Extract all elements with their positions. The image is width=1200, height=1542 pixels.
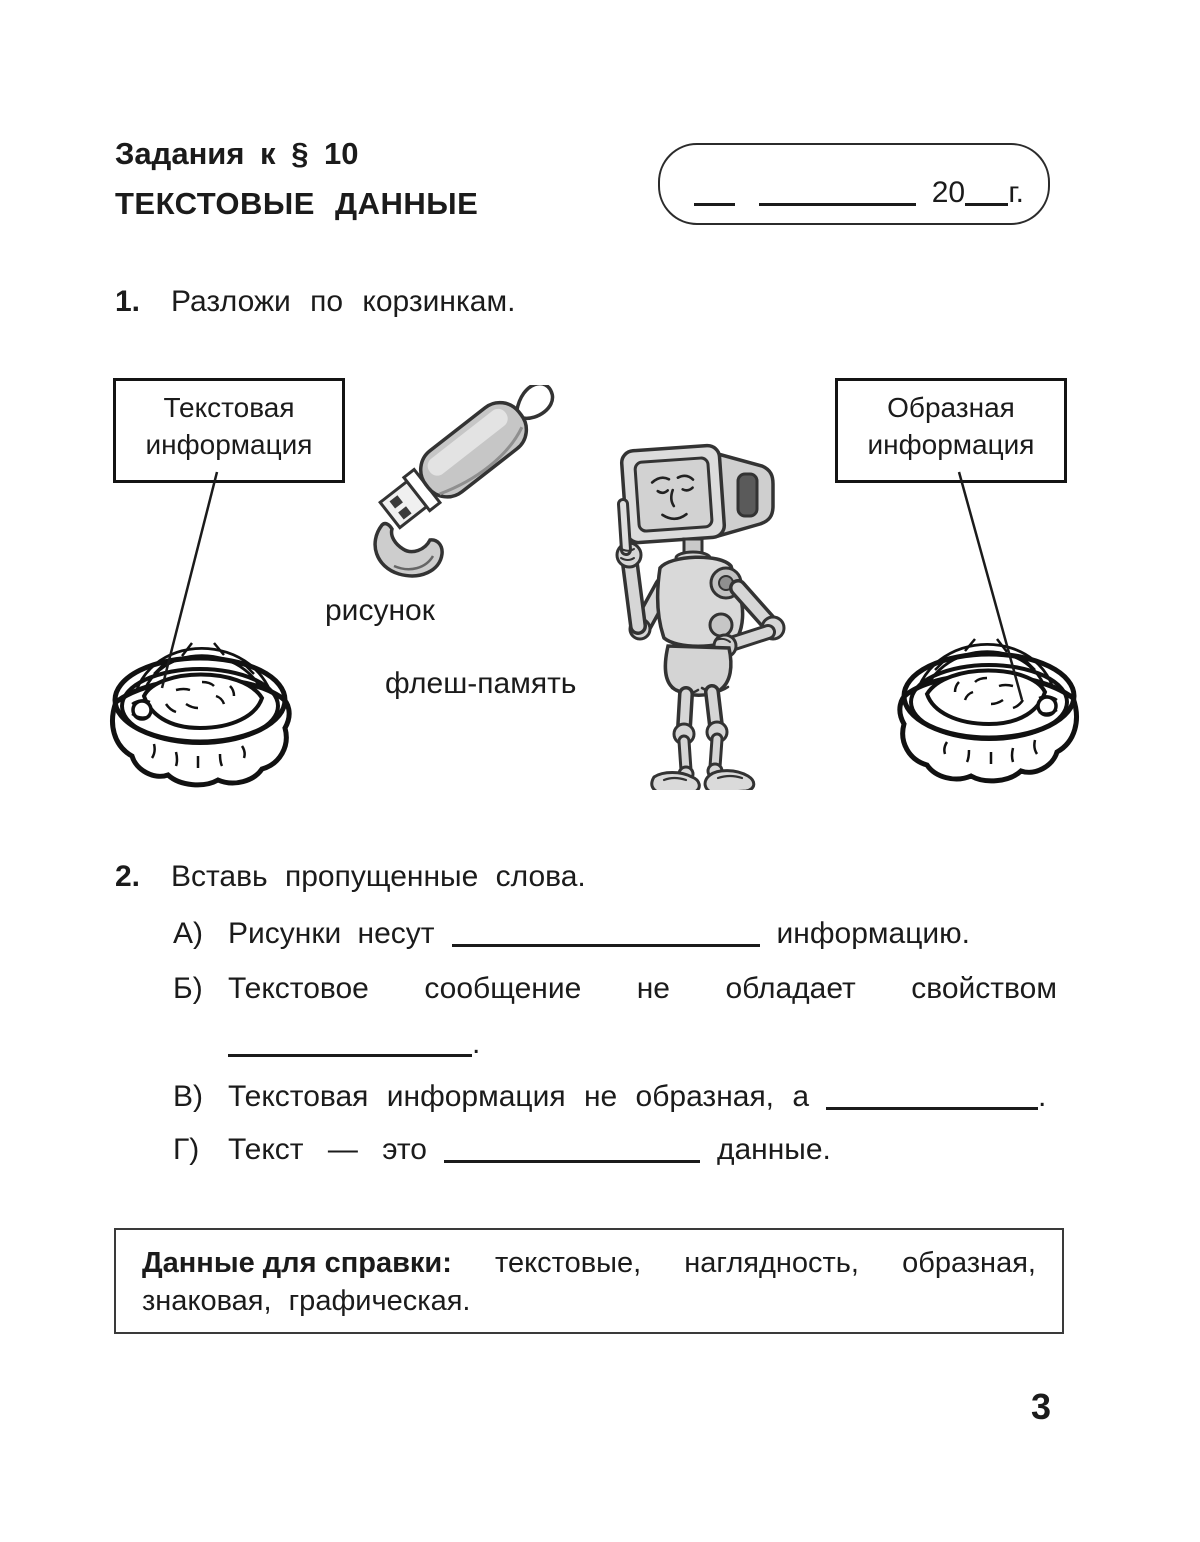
basket-drawing (900, 639, 1077, 781)
label-line: Текстовая (163, 392, 295, 423)
task2-number: 2. (115, 860, 141, 893)
item-letter: А) (173, 917, 203, 950)
fill-in-blank (826, 1107, 1038, 1110)
robot-illustration (598, 440, 798, 790)
task2-item-b-line1 (173, 970, 1057, 1008)
label-box-image-information (835, 378, 1067, 483)
item-word-picture: рисунок (325, 594, 435, 627)
reference-data-box (114, 1228, 1064, 1334)
robot-pelvis (665, 646, 730, 695)
basket-drawing (113, 643, 290, 785)
item-word: не (636, 972, 670, 1005)
item-letter: Г) (173, 1133, 200, 1166)
fill-in-blank (228, 1054, 472, 1057)
item-text: Рисунки несут (228, 917, 435, 950)
label-line: информация (145, 429, 313, 460)
label-box-text-information (113, 378, 345, 483)
fill-in-blank (452, 944, 760, 947)
basket-right-illustration (893, 608, 1083, 788)
item-word-flash-memory: флеш-память (385, 667, 577, 700)
date-field-box (658, 143, 1050, 225)
robot-head-vent (738, 474, 757, 516)
item-word: Текстовое (228, 972, 369, 1005)
date-blanks (694, 178, 1024, 208)
task2-prompt: Вставь пропущенные слова. (171, 860, 586, 893)
reference-word: текстовые, (495, 1247, 642, 1279)
reference-word: наглядность, (684, 1247, 859, 1279)
page-number: 3 (1031, 1386, 1052, 1427)
date-blank-month (759, 203, 915, 206)
item-word: обладает (725, 972, 856, 1005)
robot-legs (652, 692, 754, 790)
item-letter: В) (173, 1080, 203, 1113)
label-line: информация (867, 429, 1035, 460)
reference-label: Данные для справки: (142, 1247, 452, 1279)
date-blank-year (965, 203, 1008, 206)
item-text: . (472, 1027, 481, 1060)
task1-number: 1. (115, 285, 141, 318)
item-letter: Б) (173, 972, 203, 1005)
label-line: Образная (887, 392, 1015, 423)
item-text: информацию. (776, 917, 971, 950)
section-heading: Задания к § 10 (115, 136, 359, 171)
item-text: Текст — это (228, 1133, 427, 1166)
basket-left-illustration (106, 612, 296, 792)
task2-item-g (173, 1131, 831, 1169)
item-word: сообщение (424, 972, 582, 1005)
task2-item-b-line2 (228, 1025, 480, 1063)
fill-in-blank (444, 1160, 700, 1163)
flash-cap (375, 524, 442, 576)
robot-monitor-head (621, 445, 725, 544)
usb-flash-drive-illustration (362, 385, 607, 590)
date-blank-day (694, 203, 735, 206)
task2-item-a (173, 915, 971, 953)
item-text: Текстовая информация не образная, а (228, 1080, 810, 1113)
item-word: свойством (911, 972, 1057, 1005)
task1-prompt: Разложи по корзинкам. (171, 285, 516, 318)
item-text: . (1038, 1080, 1047, 1113)
task2-item-v (173, 1078, 1047, 1116)
reference-line-2: знаковая, графическая. (142, 1285, 471, 1317)
reference-line-1 (142, 1247, 1036, 1280)
reference-word: образная, (902, 1247, 1036, 1279)
date-year-prefix: 20 (931, 176, 966, 209)
item-text: данные. (716, 1133, 831, 1166)
date-year-suffix: г. (1008, 176, 1024, 209)
page-title: ТЕКСТОВЫЕ ДАННЫЕ (115, 186, 479, 221)
